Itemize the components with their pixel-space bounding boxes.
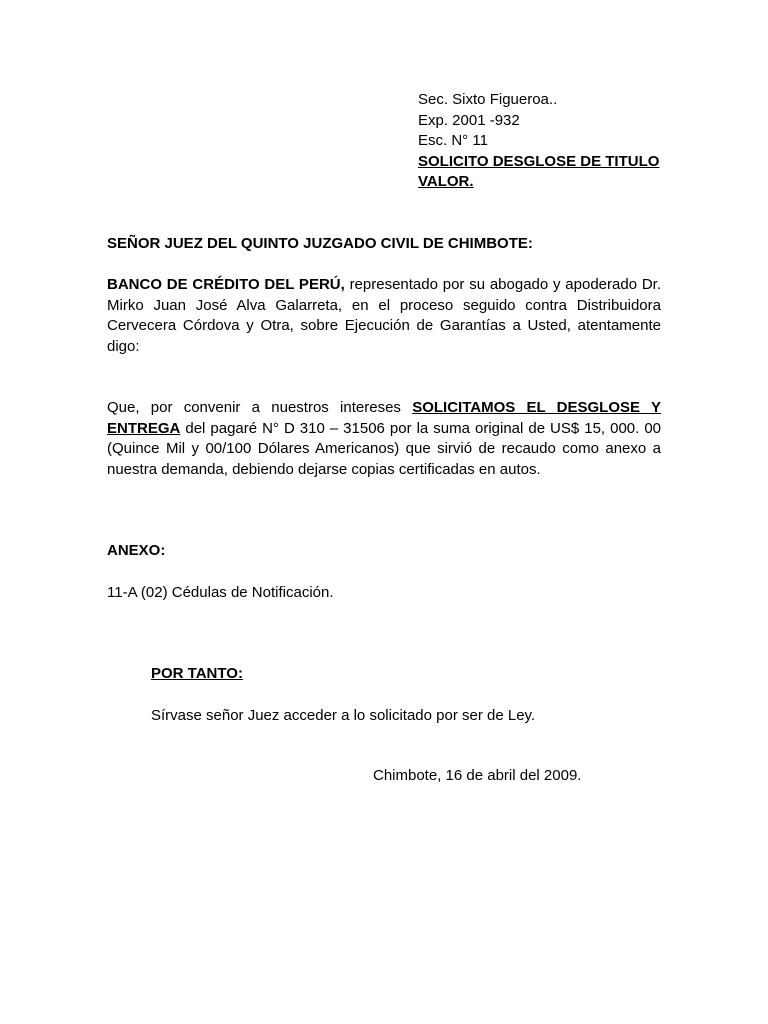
filing-number-line: Esc. N° 11 bbox=[418, 132, 488, 149]
case-number-line: Exp. 2001 -932 bbox=[418, 111, 520, 129]
subject-line-2: VALOR. bbox=[418, 173, 474, 190]
subject-line-1: SOLICITO DESGLOSE DE TITULO bbox=[418, 152, 660, 170]
case-header bbox=[418, 90, 668, 193]
closing-title: POR TANTO: bbox=[151, 665, 243, 682]
annex-title: ANEXO: bbox=[107, 542, 166, 559]
party-name: BANCO DE CRÉDITO DEL PERÚ, bbox=[107, 276, 345, 293]
request-lead: Que, por convenir a nuestros intereses bbox=[107, 399, 413, 416]
annex-item: 11-A (02) Cédulas de Notificación. bbox=[107, 584, 334, 601]
closing-text: Sírvase señor Juez acceder a lo solicitado por ser de Ley. bbox=[151, 707, 536, 724]
request-text: del pagaré N° D 310 – 31506 por la suma original de US$ 15, 000. 00 (Quince Mil y 00/100 Dólares Americanos) que sirvió de recaudo como anexo a nuestra demanda, debiendo dejarse copias certificadas en autos. bbox=[107, 419, 661, 478]
intro-paragraph bbox=[107, 275, 661, 357]
secretary-line: Sec. Sixto Figueroa.. bbox=[418, 91, 558, 108]
request-paragraph bbox=[107, 398, 661, 480]
intro-text: representado por su abogado y apoderado Dr. Mirko Juan José Alva Galarreta, en el proceso seguido contra Distribuidora Cervecera Córdova y Otra, sobre Ejecución de Garantías a Usted, atentamente digo: bbox=[107, 276, 661, 355]
date-line: Chimbote, 16 de abril del 2009. bbox=[373, 767, 582, 784]
request-emphasis: SOLICITAMOS EL DESGLOSE Y ENTREGA bbox=[107, 399, 661, 437]
addressee: SEÑOR JUEZ DEL QUINTO JUZGADO CIVIL DE CHIMBOTE: bbox=[107, 235, 533, 252]
